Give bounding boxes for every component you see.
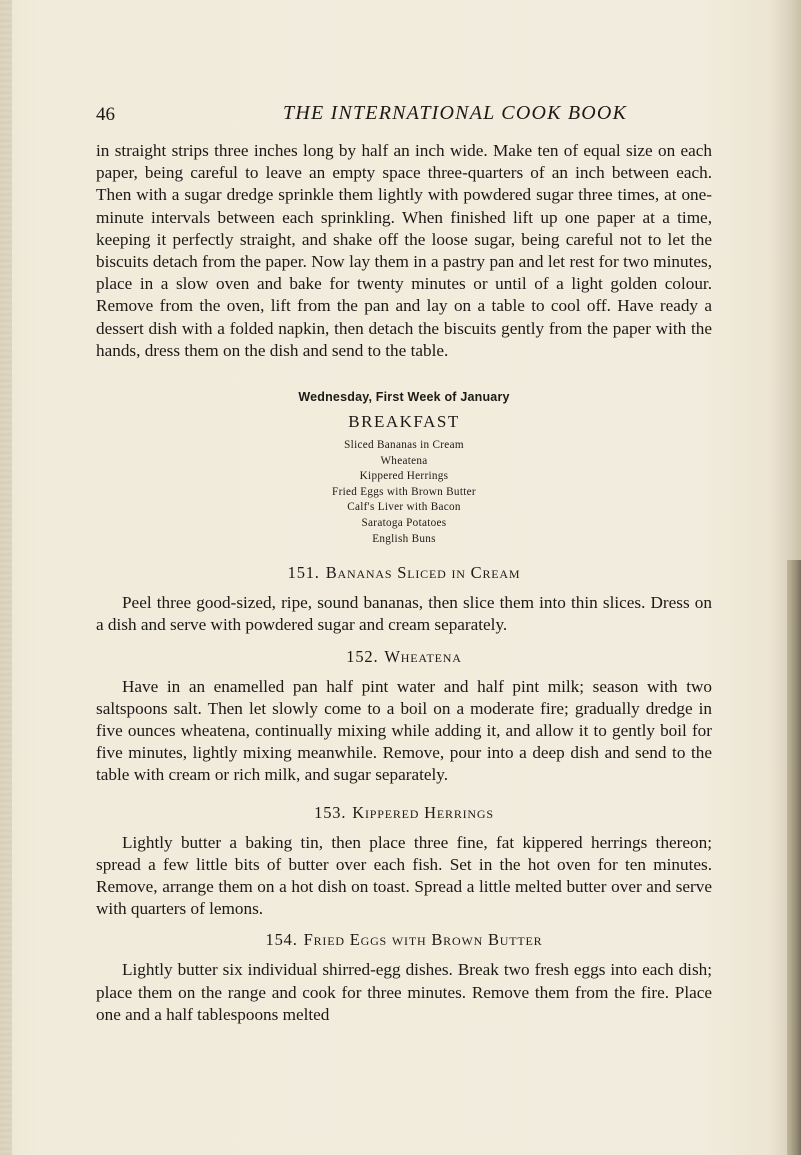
page-number: 46: [96, 104, 115, 125]
recipe-number: 154.: [265, 930, 298, 950]
recipe-number: 151.: [287, 563, 320, 583]
menu-item: Calf's Liver with Bacon: [347, 501, 461, 514]
day-heading: Wednesday, First Week of January: [298, 390, 510, 405]
recipe-151-text: Peel three good-sized, ripe, sound bananas, then slice them into thin slices. Dress on a dish and serve with powdered sugar and cream separately.: [96, 593, 712, 635]
recipe-title-text: Kippered Herrings: [352, 802, 494, 822]
recipe-152-text: Have in an enamelled pan half pint water and half pint milk; season with two saltspoons salt. Then let slowly come to a boil on a moderate fire; gradually dredge in five ounces wheatena, continually mixing while adding it, and allow it to gently boil for five minutes, lightly mixing meanwhile. Remove, pour into a deep dish and send to the table with cream or rich milk, and sugar separately.: [96, 676, 712, 785]
menu-item: Saratoga Potatoes: [361, 517, 447, 529]
recipe-153-text: Lightly butter a baking tin, then place three fine, fat kippered herrings thereon; spread a few little bits of butter over each fish. Set in the hot oven for ten minutes. Remove, arrange them on a hot dish on toast. Spread a little melted butter over and serve with quarters of lemons.: [96, 832, 712, 919]
page-edge-shadow: [787, 560, 801, 1155]
recipe-151-title: [96, 563, 712, 583]
recipe-number: 152.: [346, 646, 379, 666]
recipe-title-text: Fried Eggs with Brown Butter: [303, 930, 543, 950]
meal-heading: BREAKFAST: [348, 412, 460, 432]
recipe-number: 153.: [314, 802, 347, 822]
recipe-title-text: Bananas Sliced in Cream: [325, 563, 521, 583]
book-title: THE INTERNATIONAL COOK BOOK: [283, 102, 628, 124]
menu-item: Fried Eggs with Brown Butter: [332, 485, 476, 498]
breakfast-menu: [96, 438, 712, 547]
menu-item: Wheatena: [380, 454, 428, 467]
recipe-154-title: [96, 930, 712, 950]
page-content: [96, 140, 712, 1026]
running-head: [0, 100, 801, 130]
menu-item: English Buns: [372, 532, 436, 545]
recipe-152-title: [96, 647, 712, 667]
menu-item: Sliced Bananas in Cream: [344, 439, 464, 452]
recipe-title-text: Wheatena: [384, 646, 462, 666]
recipe-153-title: [96, 803, 712, 823]
menu-item: Kippered Herrings: [359, 470, 449, 483]
page-binding-shadow: [0, 0, 12, 1155]
intro-paragraph: in straight strips three inches long by half an inch wide. Make ten of equal size on each paper, being careful to leave an empty space three-quarters of an inch between each. Then with a sugar dredge sprinkle them lightly with powdered sugar three times, at one-minute intervals between each sprinkling. When finished lift up one paper at a time, keeping it perfectly straight, and shake off the loose sugar, being careful not to let the biscuits detach from the paper. Now lay them in a pastry pan and let rest for two minutes, place in a slow oven and bake for twenty minutes or until of a light golden colour. Remove from the oven, lift from the pan and lay on a table to cool off. Have ready a dessert dish with a folded napkin, then detach the biscuits gently from the paper with the hands, dress them on the dish and send to the table.: [96, 141, 712, 360]
recipe-154-text: Lightly butter six individual shirred-egg dishes. Break two fresh eggs into each dish; place them on the range and cook for three minutes. Remove them from the fire. Place one and a half tablespoons melted: [96, 960, 712, 1024]
